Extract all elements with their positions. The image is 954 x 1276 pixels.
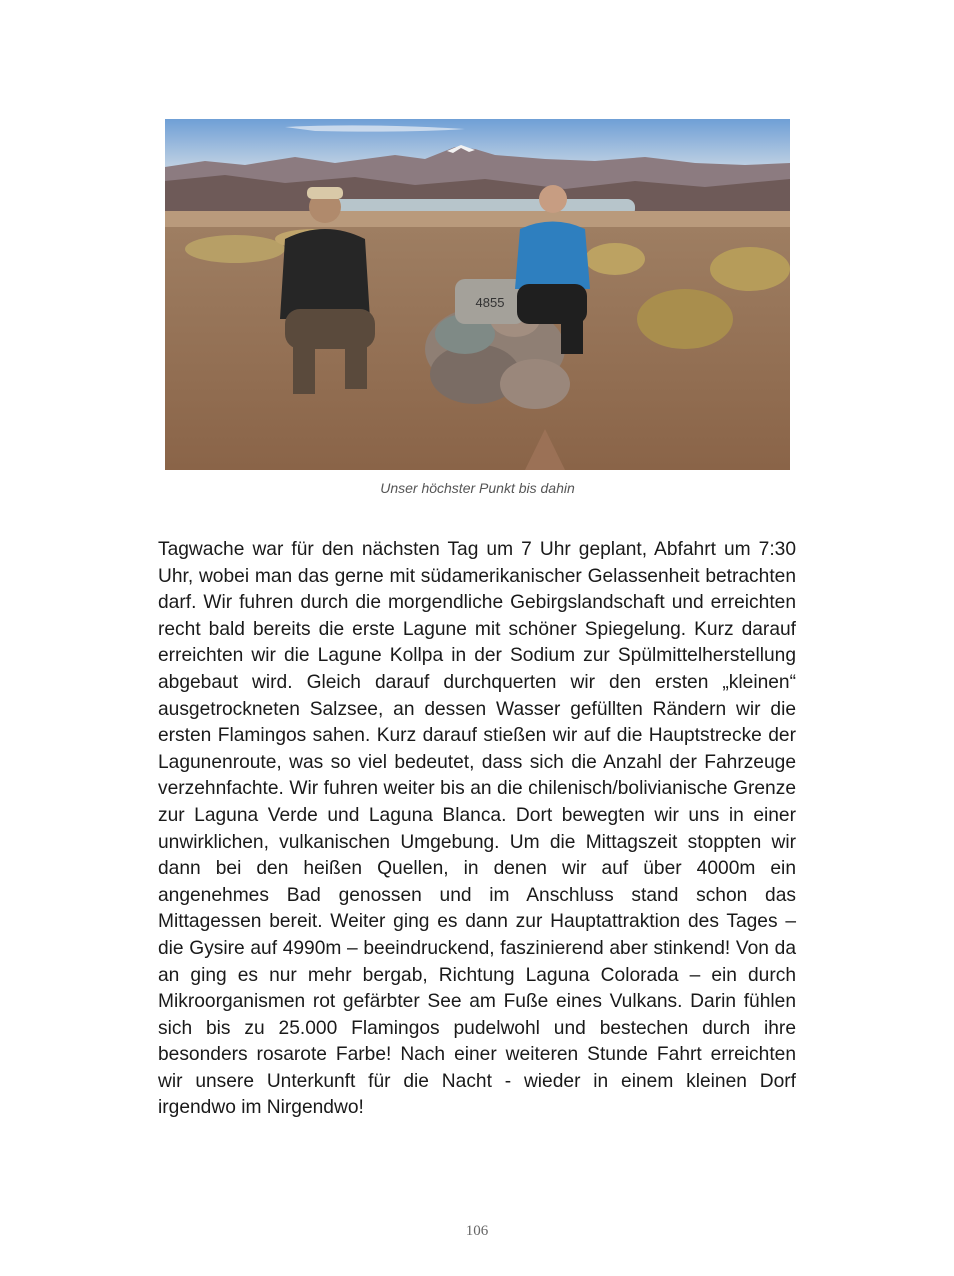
grass-tuft [585, 243, 645, 275]
figure-caption: Unser höchster Punkt bis dahin [380, 480, 575, 496]
grass-tuft [637, 289, 733, 349]
grass-tuft [710, 247, 790, 291]
summit-sign-text: 4855 [475, 295, 505, 310]
summit-sign-stone [455, 279, 525, 324]
grass-tuft [185, 235, 285, 263]
landscape-photo [165, 119, 790, 470]
page-number: 106 [465, 1223, 489, 1239]
body-paragraph: Tagwache war für den nächsten Tag um 7 Uhr geplant, Abfahrt um 7:30 Uhr, wobei man das gerne mit südamerikanischer Gelassenheit betrachten darf. Wir fuhren durch die morgendliche Gebirgslandschaft und erreichten recht bald bereits die erste Lagune mit schöner Spiegelung. Kurz darauf erreichten wir die Lagune Kollpa in der Sodium zur Spülmittelherstellung abgebaut wird. Gleich darauf durchquerten wir den ersten „kleinen“ ausgetrockneten Salzsee, an dessen Wasser gefüllten Rändern wir die ersten Flamingos sahen. Kurz darauf stießen wir auf die Hauptstrecke der Lagunenroute, was so viel bedeutet, dass sich die Anzahl der Fahrzeuge verzehnfachte. Wir fuhren weiter bis an die chilenisch/bolivianische Grenze zur Laguna Verde und Laguna Blanca. Dort bewegten wir uns in einer unwirklichen, vulkanischen Umgebung. Um die Mittagszeit stoppten wir dann bei den heißen Quellen, in denen wir auf über 4000m ein angenehmes Bad genossen und im Anschluss stand schon das Mittagessen bereit. Weiter ging es dann zur Hauptattraktion des Tages – die Gysire auf 4990m – beeindruckend, faszinierend aber stinkend! Von da an ging es nur mehr bergab, Richtung Laguna Colorada – ein durch Mikroorganismen rot gefärbter See am Fuße eines Vulkans. Darin fühlen sich bis zu 25.000 Flamingos pudelwohl und bestechen durch ihre besonders rosarote Farbe! Nach einer weiteren Stunde Fahrt erreichten wir unsere Unterkunft für die Nacht - wieder in einem kleinen Dorf irgendwo im Nirgendwo! [158, 539, 796, 1119]
